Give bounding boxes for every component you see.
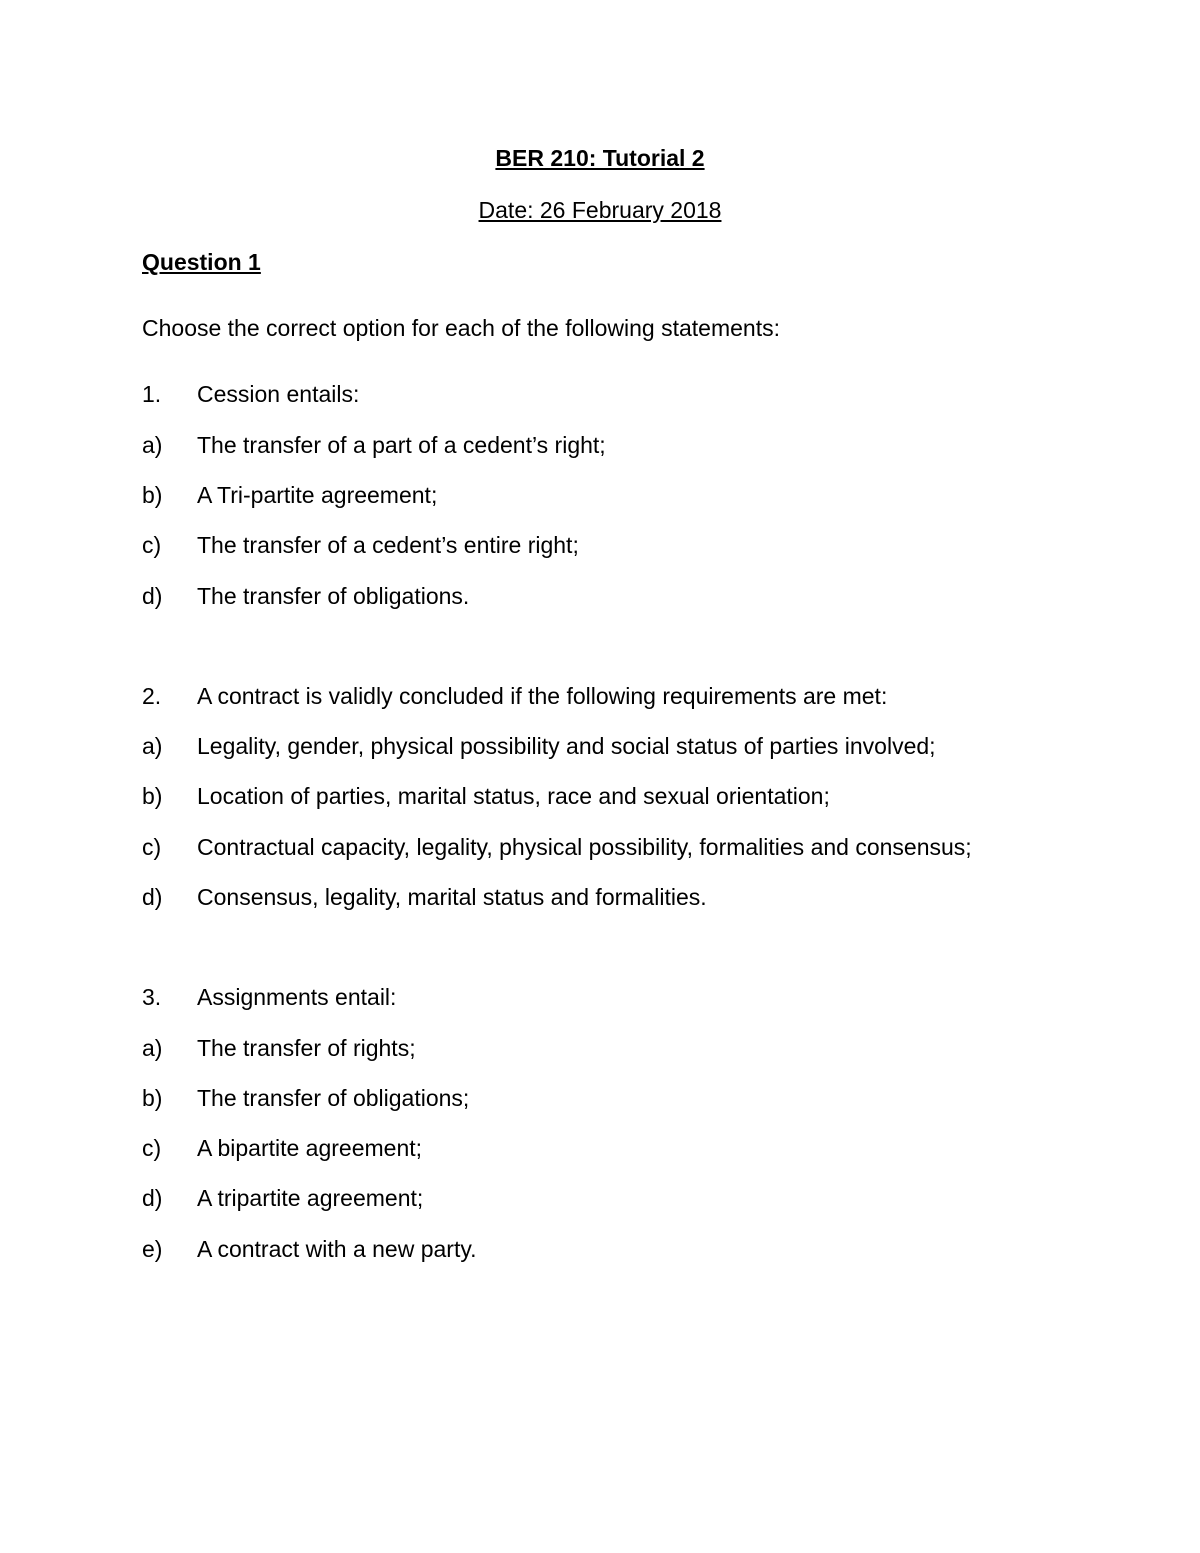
option-text: A bipartite agreement; xyxy=(197,1135,423,1161)
question-3-option-d xyxy=(142,1184,423,1212)
option-marker: c) xyxy=(142,834,162,860)
question-number: 3. xyxy=(142,984,162,1010)
option-text: The transfer of a cedent’s entire right; xyxy=(197,532,579,558)
question-1-option-a xyxy=(142,431,606,459)
question-number: 1. xyxy=(142,381,162,407)
question-number: 2. xyxy=(142,683,162,709)
question-2-option-a xyxy=(142,732,936,760)
option-marker: a) xyxy=(142,1035,163,1061)
question-1-option-c xyxy=(142,531,579,559)
option-marker: a) xyxy=(142,733,163,759)
question-text: A contract is validly concluded if the following requirements are met: xyxy=(197,683,888,709)
question-1-stem xyxy=(142,380,359,408)
option-text: A tripartite agreement; xyxy=(197,1185,424,1211)
option-marker: a) xyxy=(142,432,163,458)
question-3-option-b xyxy=(142,1084,469,1112)
option-marker: c) xyxy=(142,532,162,558)
question-1-option-b xyxy=(142,481,437,509)
option-text: A Tri-partite agreement; xyxy=(197,482,438,508)
option-marker: d) xyxy=(142,1185,163,1211)
question-3-option-a xyxy=(142,1034,416,1062)
document-title: BER 210: Tutorial 2 xyxy=(495,145,705,171)
question-2-option-d xyxy=(142,883,707,911)
question-3-option-e xyxy=(142,1235,477,1263)
option-text: The transfer of rights; xyxy=(197,1035,416,1061)
option-marker: b) xyxy=(142,482,163,508)
question-2-option-c xyxy=(142,833,972,861)
option-text: The transfer of a part of a cedent’s right; xyxy=(197,432,606,458)
question-text: Assignments entail: xyxy=(197,984,397,1010)
option-text: Location of parties, marital status, race and sexual orientation; xyxy=(197,783,830,809)
option-text: Consensus, legality, marital status and formalities. xyxy=(197,884,707,910)
question-heading: Question 1 xyxy=(142,249,261,275)
option-marker: e) xyxy=(142,1236,163,1262)
question-2-stem xyxy=(142,682,887,710)
question-3-option-c xyxy=(142,1134,422,1162)
option-text: The transfer of obligations. xyxy=(197,583,470,609)
option-text: Contractual capacity, legality, physical possibility, formalities and consensus; xyxy=(197,834,972,860)
option-marker: b) xyxy=(142,1085,163,1111)
option-text: Legality, gender, physical possibility and social status of parties involved; xyxy=(197,733,936,759)
option-marker: c) xyxy=(142,1135,162,1161)
instruction-text: Choose the correct option for each of the following statements: xyxy=(142,315,780,341)
option-marker: d) xyxy=(142,583,163,609)
option-marker: d) xyxy=(142,884,163,910)
option-text: A contract with a new party. xyxy=(197,1236,477,1262)
question-3-stem xyxy=(142,983,396,1011)
question-1-option-d xyxy=(142,582,469,610)
question-text: Cession entails: xyxy=(197,381,360,407)
document-date: Date: 26 February 2018 xyxy=(478,197,722,223)
option-text: The transfer of obligations; xyxy=(197,1085,470,1111)
option-marker: b) xyxy=(142,783,163,809)
question-2-option-b xyxy=(142,782,830,810)
